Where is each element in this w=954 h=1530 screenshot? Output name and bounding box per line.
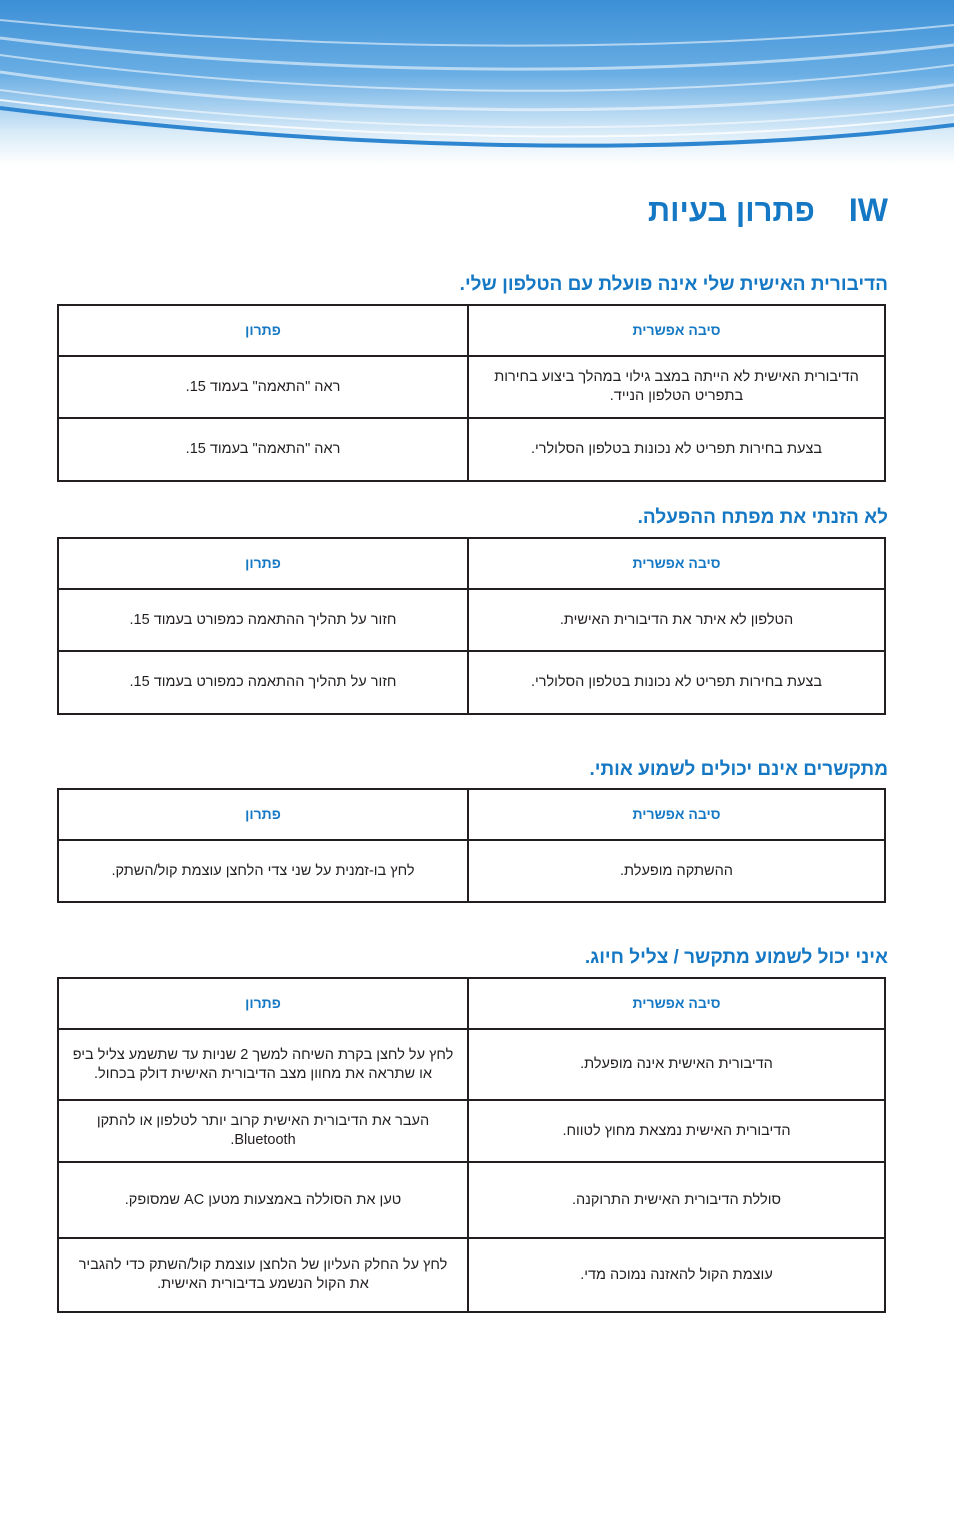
header-solution: פתרון: [58, 538, 468, 589]
cause-cell: הדיבורית האישית נמצאת מחוץ לטווח.: [468, 1100, 885, 1162]
solution-cell: חזור על תהליך ההתאמה כמפורט בעמוד 15.: [58, 651, 468, 714]
cause-cell: הדיבורית האישית לא הייתה במצב גילוי במהלך ביצוע בחירות בתפריט הטלפון הנייד.: [468, 356, 885, 418]
section-heading: הדיבורית האישית שלי אינה פועלת עם הטלפון שלי.: [459, 274, 888, 295]
table-row: [58, 356, 885, 418]
solution-cell: לחץ על לחצן בקרת השיחה למשך 2 שניות עד שתשמע צליל ביפ או שתראה את מחוון מצב הדיבורית האישית דולק בכחול.: [58, 1029, 468, 1100]
header-cause: סיבה אפשרית: [468, 538, 885, 589]
header-solution: פתרון: [58, 305, 468, 356]
cause-cell: סוללת הדיבורית האישית התרוקנה.: [468, 1162, 885, 1238]
page-title: [648, 192, 888, 229]
table-header-row: [58, 789, 885, 840]
section-heading: איני יכול לשמוע מתקשר / צליל חיוג.: [584, 947, 888, 968]
table-row: [58, 418, 885, 481]
table-header-row: [58, 978, 885, 1029]
solution-cell: ראה "התאמה" בעמוד 15.: [58, 418, 468, 481]
table-header-row: [58, 538, 885, 589]
header-cause: סיבה אפשרית: [468, 305, 885, 356]
table-row: [58, 651, 885, 714]
table-header-row: [58, 305, 885, 356]
solution-cell: לחץ על החלק העליון של הלחצן עוצמת קול/השתק כדי להגביר את הקול הנשמע בדיבורית האישית.: [58, 1238, 468, 1312]
solution-cell: לחץ בו-זמנית על שני צדי הלחצן עוצמת קול/השתק.: [58, 840, 468, 902]
cause-cell: עוצמת הקול להאזנה נמוכה מדי.: [468, 1238, 885, 1312]
troubleshooting-table: [57, 537, 886, 715]
table-row: [58, 1162, 885, 1238]
cause-cell: הטלפון לא איתר את הדיבורית האישית.: [468, 589, 885, 651]
solution-cell: ראה "התאמה" בעמוד 15.: [58, 356, 468, 418]
solution-cell: חזור על תהליך ההתאמה כמפורט בעמוד 15.: [58, 589, 468, 651]
solution-cell: העבר את הדיבורית האישית קרוב יותר לטלפון או להתקן Bluetooth.: [58, 1100, 468, 1162]
table-row: [58, 1100, 885, 1162]
cause-cell: בצעת בחירות תפריט לא נכונות בטלפון הסלולרי.: [468, 418, 885, 481]
table-row: [58, 1238, 885, 1312]
section-heading: לא הזנתי את מפתח ההפעלה.: [637, 507, 888, 528]
header-banner: [0, 0, 954, 165]
table-row: [58, 1029, 885, 1100]
cause-cell: ההשתקה מופעלת.: [468, 840, 885, 902]
page-title-text: פתרון בעיות: [647, 193, 815, 228]
header-solution: פתרון: [58, 789, 468, 840]
table-row: [58, 840, 885, 902]
troubleshooting-table: [57, 304, 886, 482]
header-cause: סיבה אפשרית: [468, 789, 885, 840]
page-code: IW: [848, 192, 888, 228]
solution-cell: טען את הסוללה באמצעות מטען AC שמסופק.: [58, 1162, 468, 1238]
header-cause: סיבה אפשרית: [468, 978, 885, 1029]
cause-cell: הדיבורית האישית אינה מופעלת.: [468, 1029, 885, 1100]
header-solution: פתרון: [58, 978, 468, 1029]
troubleshooting-table: [57, 788, 886, 903]
troubleshooting-table: [57, 977, 886, 1313]
section-heading: מתקשרים אינם יכולים לשמוע אותי.: [589, 759, 888, 780]
cause-cell: בצעת בחירות תפריט לא נכונות בטלפון הסלולרי.: [468, 651, 885, 714]
table-row: [58, 589, 885, 651]
